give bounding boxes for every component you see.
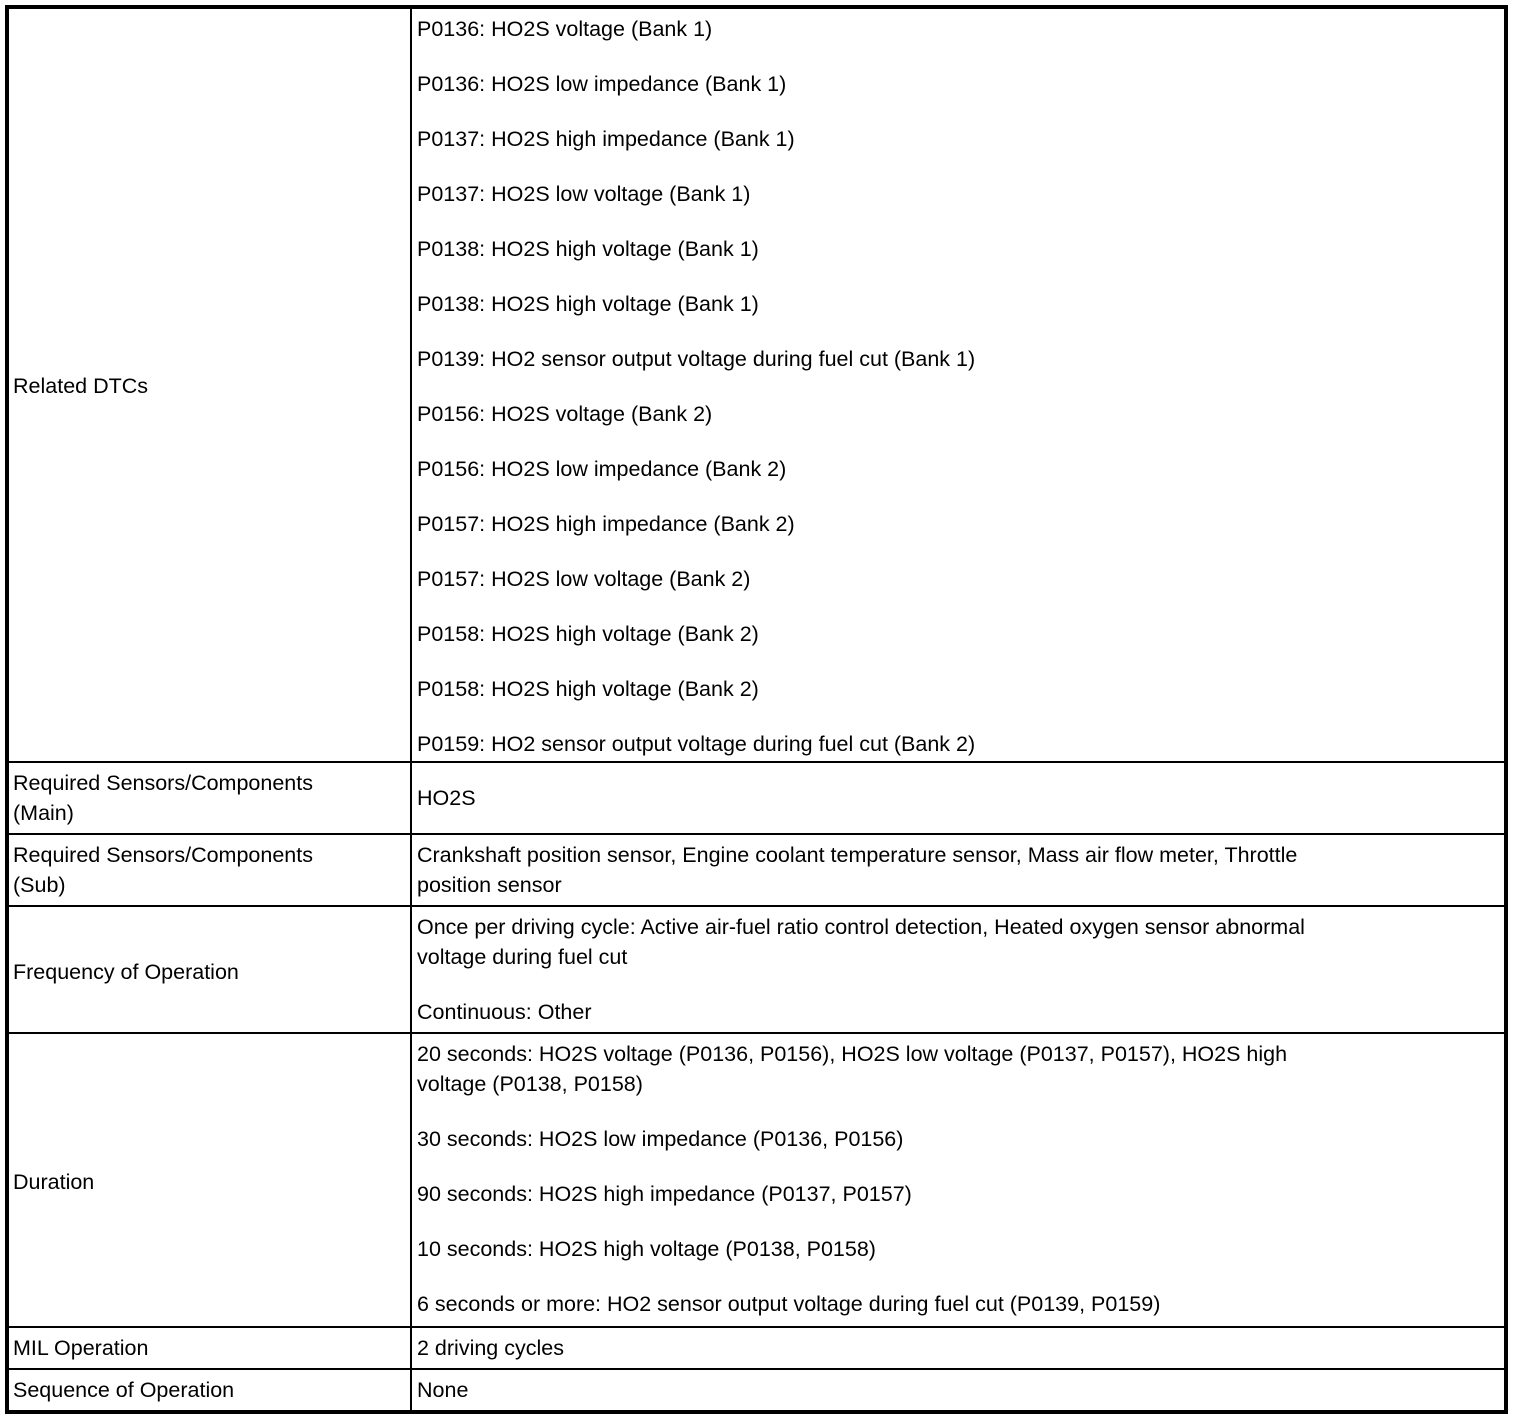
table-row-required-sub <box>9 835 1504 907</box>
dtc-item: P0157: HO2S high impedance (Bank 2) <box>417 512 795 536</box>
table-row-mil-operation <box>9 1328 1504 1370</box>
value-line: voltage (P0138, P0158) <box>417 1072 643 1096</box>
dtc-item: P0136: HO2S voltage (Bank 1) <box>417 17 713 41</box>
row-label: Sequence of Operation <box>13 1378 235 1402</box>
row-label: Related DTCs <box>13 374 149 398</box>
table-row-related-dtcs <box>9 9 1504 763</box>
row-value: 2 driving cycles <box>417 1336 564 1360</box>
dtc-item: P0156: HO2S low impedance (Bank 2) <box>417 457 787 481</box>
value-line: position sensor <box>417 873 562 897</box>
paragraph <box>417 1289 1454 1319</box>
dtc-item: P0137: HO2S low voltage (Bank 1) <box>417 182 751 206</box>
label-line: (Sub) <box>13 873 66 897</box>
dtc-item: P0158: HO2S high voltage (Bank 2) <box>417 677 759 701</box>
paragraph <box>417 997 1454 1027</box>
value-line: 6 seconds or more: HO2 sensor output voltage during fuel cut (P0139, P0159) <box>417 1292 1161 1316</box>
row-value: None <box>417 1378 469 1402</box>
row-label: Duration <box>13 1170 95 1194</box>
dtc-item: P0157: HO2S low voltage (Bank 2) <box>417 567 751 591</box>
dtc-info-table <box>5 5 1508 1414</box>
value-line: Crankshaft position sensor, Engine coolant temperature sensor, Mass air flow meter, Throttle <box>417 843 1298 867</box>
table-row-frequency <box>9 907 1504 1034</box>
dtc-item: P0159: HO2 sensor output voltage during fuel cut (Bank 2) <box>417 732 976 756</box>
row-label: MIL Operation <box>13 1336 149 1360</box>
value-line: voltage during fuel cut <box>417 945 628 969</box>
paragraph <box>417 1124 1454 1154</box>
dtc-item: P0137: HO2S high impedance (Bank 1) <box>417 127 795 151</box>
label-line: Required Sensors/Components <box>13 843 313 867</box>
dtc-item: P0138: HO2S high voltage (Bank 1) <box>417 292 759 316</box>
dtc-item: P0156: HO2S voltage (Bank 2) <box>417 402 713 426</box>
row-label: Frequency of Operation <box>13 960 239 984</box>
table-row-duration <box>9 1034 1504 1328</box>
dtc-item: P0136: HO2S low impedance (Bank 1) <box>417 72 787 96</box>
paragraph <box>417 1039 1454 1099</box>
value-line: Continuous: Other <box>417 1000 592 1024</box>
dtc-item: P0139: HO2 sensor output voltage during fuel cut (Bank 1) <box>417 347 976 371</box>
row-value <box>417 912 1454 1027</box>
label-line: (Main) <box>13 801 74 825</box>
paragraph <box>417 912 1454 972</box>
row-value <box>417 1039 1454 1319</box>
row-label <box>13 768 403 828</box>
row-label <box>13 840 403 900</box>
value-line: 90 seconds: HO2S high impedance (P0137, P0157) <box>417 1182 912 1206</box>
paragraph <box>417 1234 1454 1264</box>
value-line: Once per driving cycle: Active air-fuel ratio control detection, Heated oxygen sensor abnormal <box>417 915 1305 939</box>
label-line: Required Sensors/Components <box>13 771 313 795</box>
value-line: 30 seconds: HO2S low impedance (P0136, P0156) <box>417 1127 904 1151</box>
row-value: HO2S <box>417 786 476 810</box>
dtc-item: P0138: HO2S high voltage (Bank 1) <box>417 237 759 261</box>
dtc-list <box>417 14 1454 784</box>
value-line: 20 seconds: HO2S voltage (P0136, P0156), HO2S low voltage (P0137, P0157), HO2S high <box>417 1042 1288 1066</box>
dtc-item: P0158: HO2S high voltage (Bank 2) <box>417 622 759 646</box>
paragraph <box>417 1179 1454 1209</box>
row-value <box>417 840 1454 900</box>
value-line: 10 seconds: HO2S high voltage (P0138, P0158) <box>417 1237 876 1261</box>
table-row-required-main <box>9 763 1504 835</box>
table-row-sequence <box>9 1370 1504 1410</box>
